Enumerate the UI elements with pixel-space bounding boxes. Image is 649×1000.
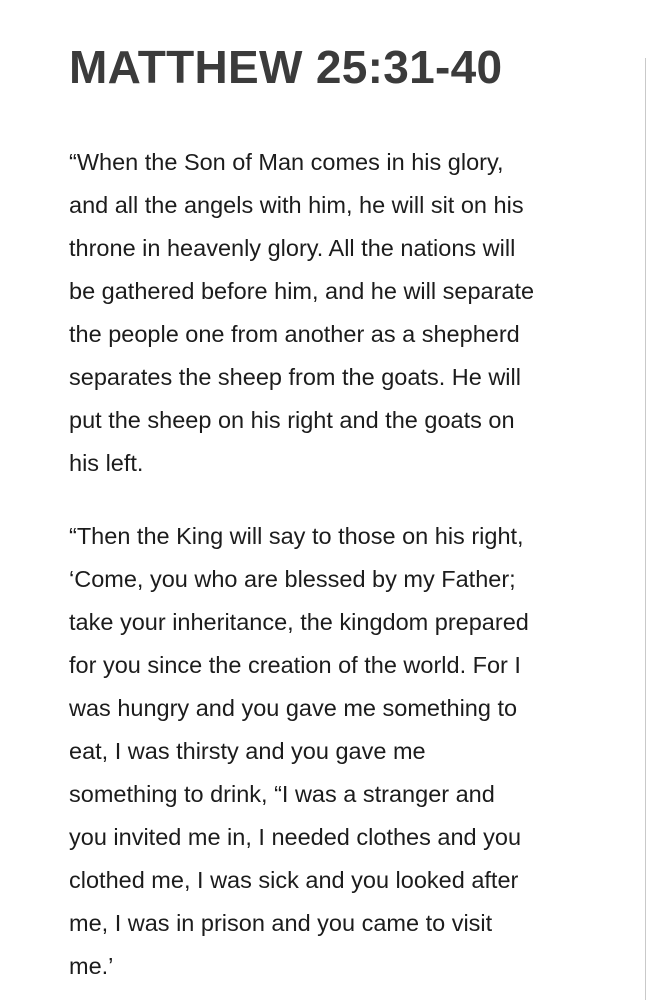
text-line: take your inheritance, the kingdom prepared bbox=[69, 609, 529, 635]
text-line: something to drink, “I was a stranger and bbox=[69, 781, 495, 807]
text-line: me.’ bbox=[69, 953, 114, 979]
text-line: clothed me, I was sick and you looked after bbox=[69, 867, 519, 893]
text-line: “When the Son of Man comes in his glory, bbox=[69, 149, 504, 175]
text-line: separates the sheep from the goats. He will bbox=[69, 364, 521, 390]
text-line: “Then the King will say to those on his right, bbox=[69, 523, 524, 549]
page-title: MATTHEW 25:31-40 bbox=[69, 41, 503, 93]
text-line: ‘Come, you who are blessed by my Father; bbox=[69, 566, 516, 592]
scrollbar[interactable] bbox=[645, 58, 646, 1000]
text-line: for you since the creation of the world. For I bbox=[69, 652, 521, 678]
text-line: be gathered before him, and he will separate bbox=[69, 278, 535, 304]
text-line: you invited me in, I needed clothes and you bbox=[69, 824, 522, 850]
text-line: eat, I was thirsty and you gave me bbox=[69, 738, 426, 764]
paragraph-1 bbox=[69, 141, 629, 485]
text-line: me, I was in prison and you came to visit bbox=[69, 910, 493, 936]
text-line: throne in heavenly glory. All the nations will bbox=[69, 235, 516, 261]
text-line: put the sheep on his right and the goats on bbox=[69, 407, 515, 433]
paragraph-2 bbox=[69, 515, 629, 988]
text-line: was hungry and you gave me something to bbox=[69, 695, 518, 721]
text-line: the people one from another as a shepherd bbox=[69, 321, 520, 347]
text-line: and all the angels with him, he will sit on his bbox=[69, 192, 524, 218]
text-line: his left. bbox=[69, 450, 144, 476]
